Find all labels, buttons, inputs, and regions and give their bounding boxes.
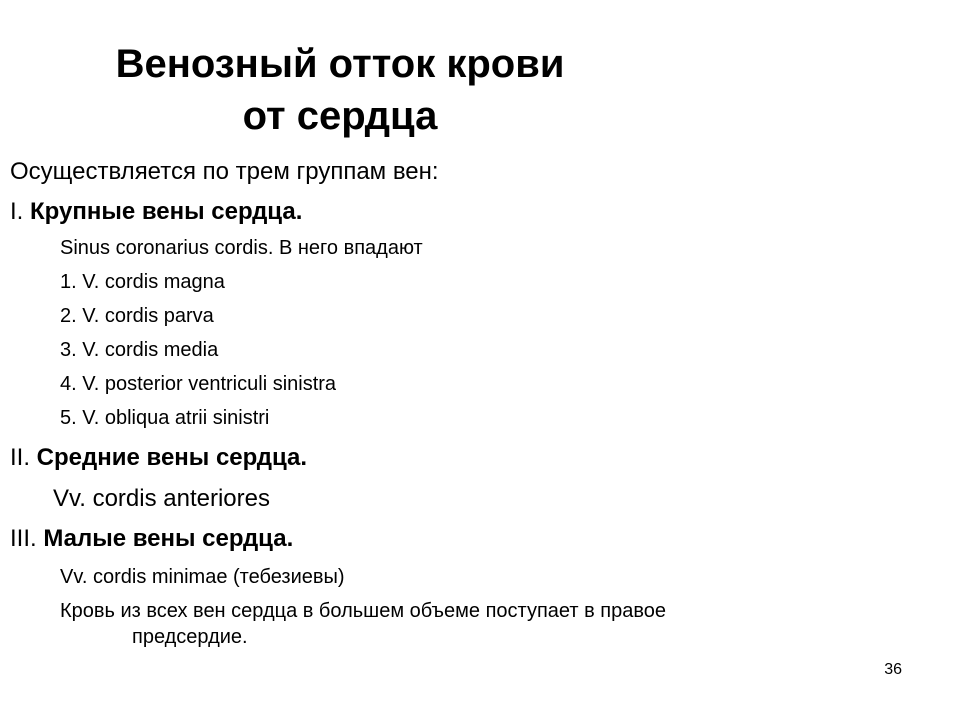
group-3-heading [10,524,293,554]
list-item: 3. V. cordis media [60,339,219,361]
list-item: 5. V. obliqua atrii sinistri [60,407,270,429]
group-3-veins: Vv. cordis minimae (тебезиевы) [60,566,345,588]
group-3-numeral: III. [10,525,44,552]
page-number: 36 [884,661,902,678]
intro-text: Осуществляется по трем группам вен: [10,158,439,185]
conclusion-line-1: Кровь из всех вен сердца в большем объеме поступает в правое [60,600,666,622]
slide-title [0,38,680,142]
group-1-title: Крупные вены сердца. [30,198,303,225]
list-item: 4. V. posterior ventriculi sinistra [60,373,337,395]
group-2-numeral: II. [10,444,37,471]
sinus-coronarius-text: Sinus coronarius cordis. В него впадают [60,237,423,259]
slide-title-line-2: от сердца [242,94,438,138]
conclusion-line-2: предсердие. [132,626,248,648]
list-item: 2. V. cordis parva [60,305,214,327]
slide-title-line-1: Венозный отток крови [115,42,565,86]
list-item: 1. V. cordis magna [60,271,225,293]
group-2-title: Средние вены сердца. [36,444,308,471]
group-2-veins: Vv. cordis anteriores [53,485,270,512]
group-2-heading [10,443,307,473]
group-3-title: Малые вены сердца. [43,525,294,552]
group-1-heading [10,197,302,227]
group-1-numeral: I. [10,198,31,225]
